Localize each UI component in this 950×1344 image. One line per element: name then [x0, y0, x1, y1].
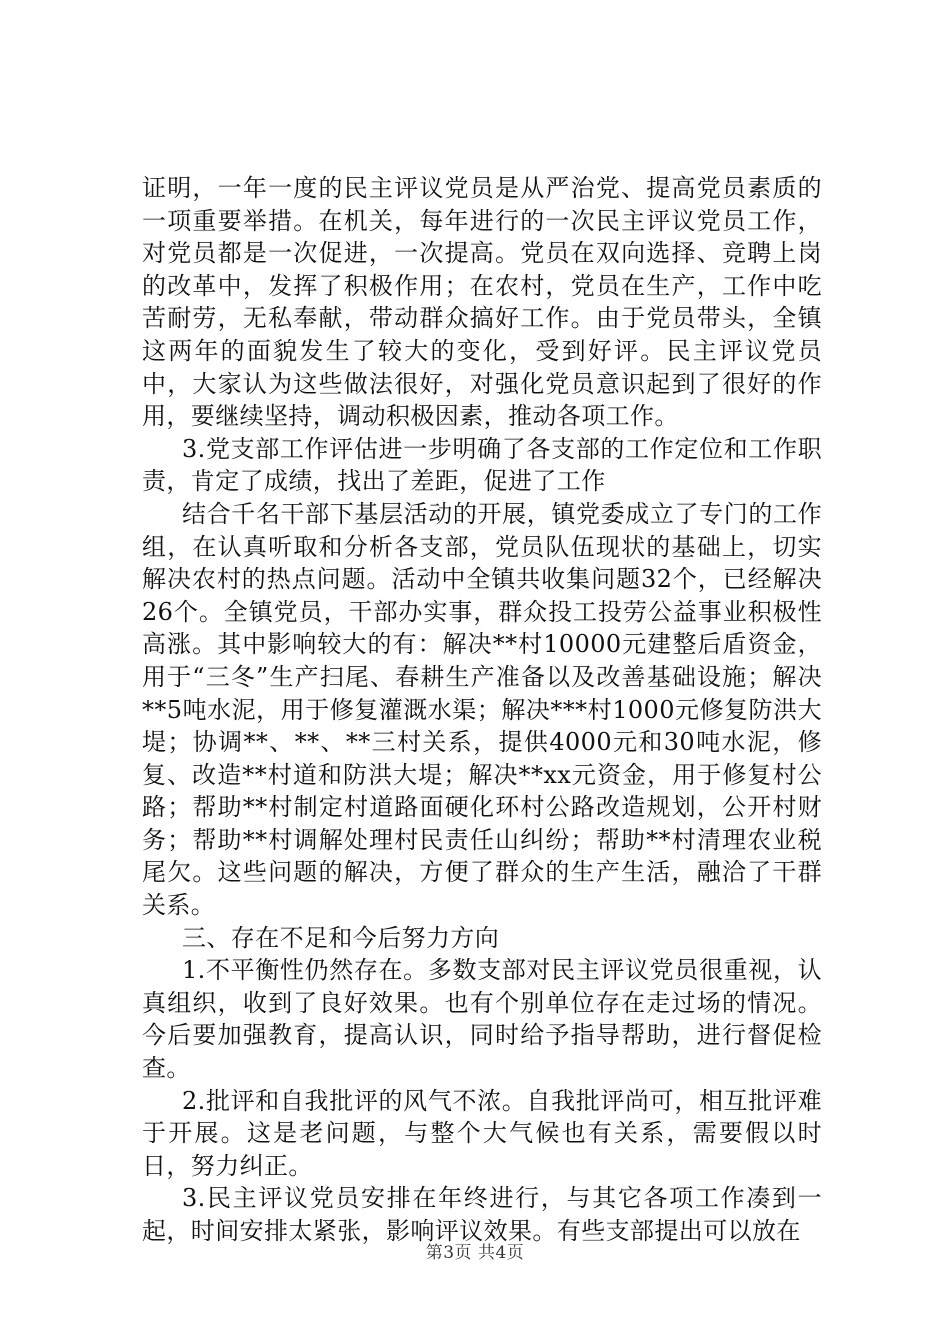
paragraph-5: 1.不平衡性仍然存在。多数支部对民主评议党员很重视，认真组织，收到了良好效果。也有个别单位存在走过场的情况。今后要加强教育，提高认识，同时给予指导帮助，进行督促检查。 [142, 956, 822, 1083]
paragraph-7: 3.民主评议党员安排在年终进行，与其它各项工作凑到一起，时间安排太紧张，影响评议效果。有些支部提出可以放在 [142, 1184, 822, 1245]
paragraph-6: 2.批评和自我批评的风气不浓。自我批评尚可，相互批评难于开展。这是老问题，与整个大气候也有关系，需要假以时日，努力纠正。 [142, 1086, 822, 1180]
page-number-footer: 第3页 共4页 [425, 1243, 525, 1263]
section-heading: 三、存在不足和今后努力方向 [182, 923, 500, 952]
document-body [142, 172, 822, 1248]
paragraph-3: 结合千名干部下基层活动的开展，镇党委成立了专门的工作组，在认真听取和分析各支部，党员队伍现状的基础上，切实解决农村的热点问题。活动中全镇共收集问题32个，已经解决26个。全镇党员，干部办实事，群众投工投劳公益事业积极性高涨。其中影响较大的有：解决**村10000元建整后盾资金，用于“三冬”生产扫尾、春耕生产准备以及改善基础设施；解决**5吨水泥，用于修复灌溉水渠；解决***村1000元修复防洪大堤；协调**、**、**三村关系，提供4000元和30吨水泥，修复、改造**村道和防洪大堤；解决**xx元资金，用于修复村公路；帮助**村制定村道路面硬化环村公路改造规划，公开村财务；帮助**村调解处理村民责任山纠纷；帮助**村清理农业税尾欠。这些问题的解决，方便了群众的生产生活，融洽了干群关系。 [142, 499, 822, 920]
paragraph-2: 3.党支部工作评估进一步明确了各支部的工作定位和工作职责，肯定了成绩，找出了差距，促进了工作 [142, 434, 822, 496]
paragraph-1: 证明，一年一度的民主评议党员是从严治党、提高党员素质的一项重要举措。在机关，每年进行的一次民主评议党员工作，对党员都是一次促进，一次提高。党员在双向选择、竞聘上岗的改革中，发挥了积极作用；在农村，党员在生产，工作中吃苦耐劳，无私奉献，带动群众搞好工作。由于党员带头，全镇这两年的面貌发生了较大的变化，受到好评。民主评议党员中，大家认为这些做法很好，对强化党员意识起到了很好的作用，要继续坚持，调动积极因素，推动各项工作。 [142, 174, 822, 431]
